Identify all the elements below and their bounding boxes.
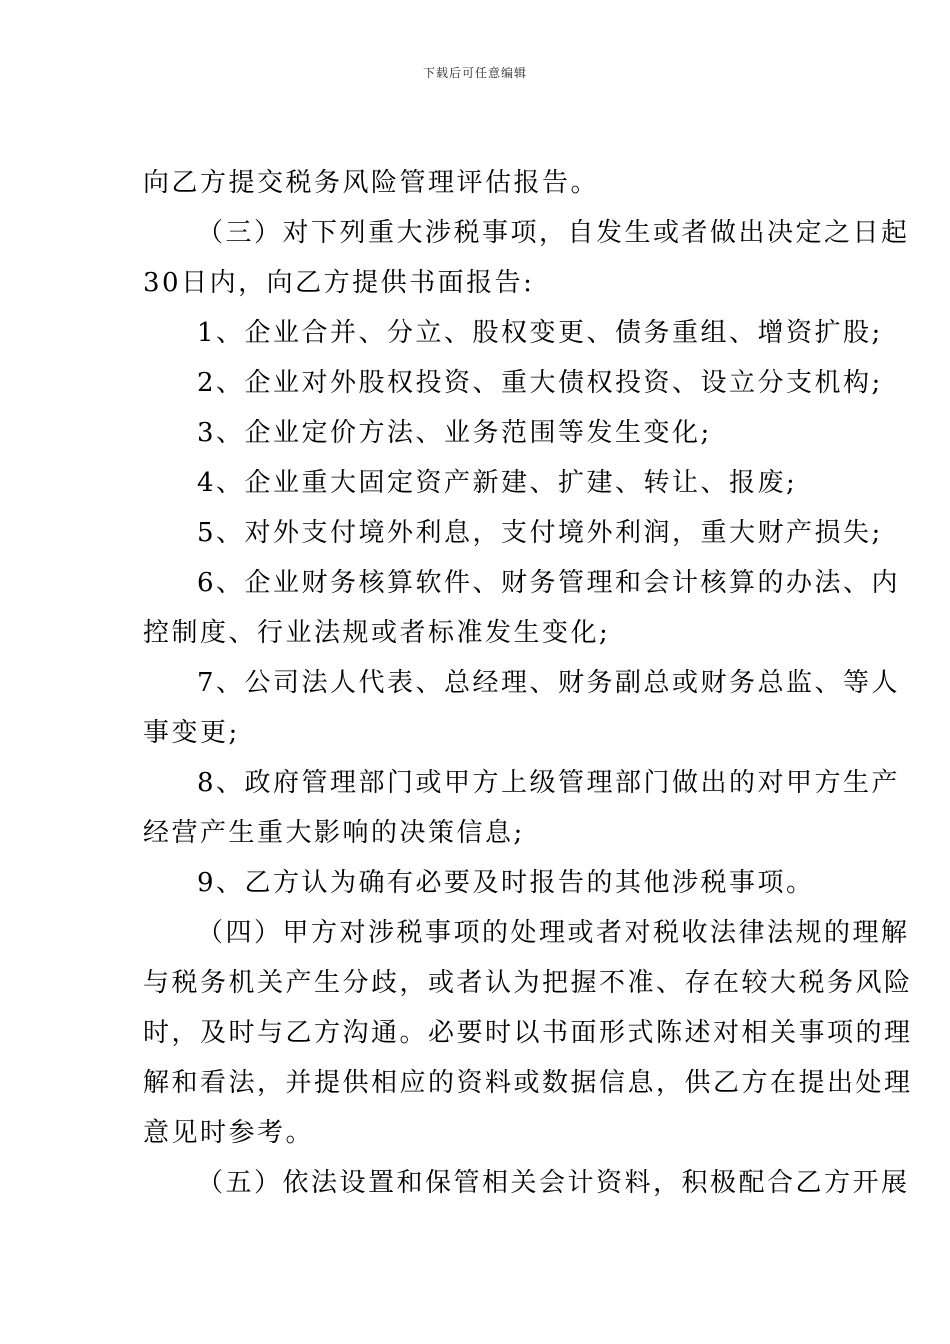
text-line: 与税务机关产生分歧，或者认为把握不准、存在较大税务风险: [143, 968, 913, 998]
text-line: （五）依法设置和保管相关会计资料，积极配合乙方开展: [197, 1168, 910, 1198]
text-line: （四）甲方对涉税事项的处理或者对税收法律法规的理解: [197, 918, 910, 948]
text-line: 6、企业财务核算软件、财务管理和会计核算的办法、内: [197, 568, 901, 598]
text-line: 经营产生重大影响的决策信息;: [143, 818, 525, 848]
text-line: 控制度、行业法规或者标准发生变化;: [143, 618, 611, 648]
list-item-8: [143, 758, 901, 858]
list-item-6: [143, 558, 901, 658]
text-line: 解和看法，并提供相应的资料或数据信息，供乙方在提出处理: [143, 1068, 913, 1098]
text-line: 时，及时与乙方沟通。必要时以书面形式陈述对相关事项的理: [143, 1018, 913, 1048]
list-item-7: [143, 658, 901, 758]
text-line: 2、企业对外股权投资、重大债权投资、设立分支机构;: [197, 368, 883, 398]
text-line: 4、企业重大固定资产新建、扩建、转让、报废;: [197, 468, 798, 498]
text-line: 意见时参考。: [143, 1118, 315, 1148]
text-line: 30日内，向乙方提供书面报告:: [143, 268, 535, 298]
list-item-3: [143, 408, 835, 458]
paragraph-item-4: [143, 908, 913, 1158]
text-line: 1、企业合并、分立、股权变更、债务重组、增资扩股;: [197, 318, 883, 348]
text-line: 3、企业定价方法、业务范围等发生变化;: [197, 418, 712, 448]
text-line: 事变更;: [143, 718, 240, 748]
paragraph-item-3: [143, 208, 910, 308]
text-line: 向乙方提交税务风险管理评估报告。: [143, 168, 600, 198]
header-note: 下载后可任意编辑: [422, 66, 527, 80]
list-item-9: [143, 858, 835, 908]
paragraph-item-5: [143, 1158, 910, 1208]
text-line: 5、对外支付境外利息，支付境外利润，重大财产损失;: [197, 518, 883, 548]
text-line: （三）对下列重大涉税事项，自发生或者做出决定之日起: [197, 218, 910, 248]
list-item-4: [143, 458, 835, 508]
list-item-2: [143, 358, 883, 408]
document-body: [143, 158, 913, 1208]
list-item-1: [143, 308, 883, 358]
text-line: 8、政府管理部门或甲方上级管理部门做出的对甲方生产: [197, 768, 901, 798]
list-item-5: [143, 508, 883, 558]
text-line: 9、乙方认为确有必要及时报告的其他涉税事项。: [197, 868, 815, 898]
paragraph-continuation: [143, 158, 835, 208]
text-line: 7、公司法人代表、总经理、财务副总或财务总监、等人: [197, 668, 901, 698]
